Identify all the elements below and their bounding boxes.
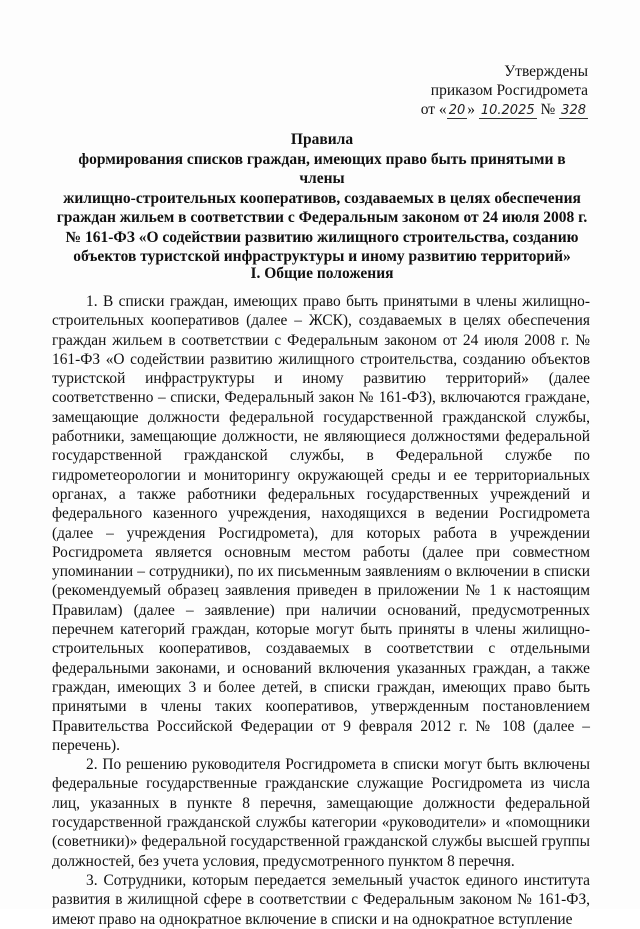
paragraph-1: 1. В списки граждан, имеющих право быть принятыми в члены жилищно-строительных кооперативов (далее – ЖСК), создаваемых в целях обеспечения граждан жильем в соответствии с Федеральным законом от 24 июля 2008 г. № 161-ФЗ «О содействии развитию жилищного строительства, созданию объектов туристской инфраструктуры и иному развитию территорий» (далее соответственно – списки, Федеральный закон № 161-ФЗ), включаются граждане, замещающие должности федеральной государственной гражданской службы, работники, замещающие должности, не являющиеся должностями федеральной государственной гражданской службы, в Федеральной службе по гидрометеорологии и мониторингу окружающей среды и ее территориальных органах, а также работники федеральных государственных учреждений и федерального казенного учреждения, находящихся в ведении Росгидромета (далее – учреждения Росгидромета), для которых работа в учреждении Росгидромета является основным местом работы (далее при совместном упоминании – сотрудники), по их письменным заявлениям о включении в списки (рекомендуемый образец заявления приведен в приложении № 1 к настоящим Правилам) (далее – заявление) при наличии оснований, предусмотренных перечнем категорий граждан, которые могут быть приняты в члены жилищно-строительных кооперативов, создаваемых в соответствии с отдельными федеральными законами, и оснований включения указанных граждан, а также граждан, имеющих 3 и более детей, в списки граждан, имеющих право быть принятыми в члены таких кооперативов, утвержденным постановлением Правительства Российской Федерации от 9 февраля 2012 г. № 108 (далее – перечень).	[52, 293, 590, 754]
handwritten-day: 20	[448, 103, 466, 118]
number-prefix: №	[536, 101, 560, 118]
title-line-3: граждан жильем в соответствии с Федеральным законом от 24 июля 2008 г.	[56, 209, 588, 226]
handwritten-order-number: 328	[561, 103, 586, 118]
title-line-4: № 161-ФЗ «О содействии развитию жилищного строительства, созданию	[65, 228, 579, 246]
document-body	[52, 292, 590, 929]
date-prefix: от «	[420, 101, 447, 118]
approval-line-order: приказом Росгидромета	[430, 82, 588, 99]
title-line-1: формирования списков граждан, имеющих право быть принятыми в члены	[78, 150, 566, 187]
approval-line-approved: Утверждены	[504, 63, 588, 80]
paragraph-2: 2. По решению руководителя Росгидромета в списки могут быть включены федеральные государственные гражданские служащие Росгидромета из числа лиц, указанных в пункте 8 перечня, замещающие должности федеральной государственной гражданской службы категории «руководители» и «помощники (советники)» федеральной государственной гражданской службы высшей группы должностей, без учета условия, предусмотренного пунктом 8 перечня.	[52, 756, 590, 870]
title-line-5: объектов туристской инфраструктуры и иному развитию территорий»	[73, 248, 571, 265]
document-title	[56, 130, 588, 267]
handwritten-month-year: 10.2025	[480, 103, 535, 118]
approval-stamp	[421, 62, 588, 120]
title-line-2: жилищно-строительных кооперативов, создаваемых в целях обеспечения	[63, 189, 581, 207]
date-mid: »	[467, 101, 479, 118]
approval-line-date	[421, 100, 588, 120]
title-heading: Правила	[290, 131, 354, 148]
paragraph-3: 3. Сотрудники, которым передается земельный участок единого института развития в жилищной сфере в соответствии с Федеральным законом № 161-ФЗ, имеют право на однократное включение в списки и на однократное вступление	[52, 871, 590, 928]
section-heading: I. Общие положения	[250, 265, 394, 282]
